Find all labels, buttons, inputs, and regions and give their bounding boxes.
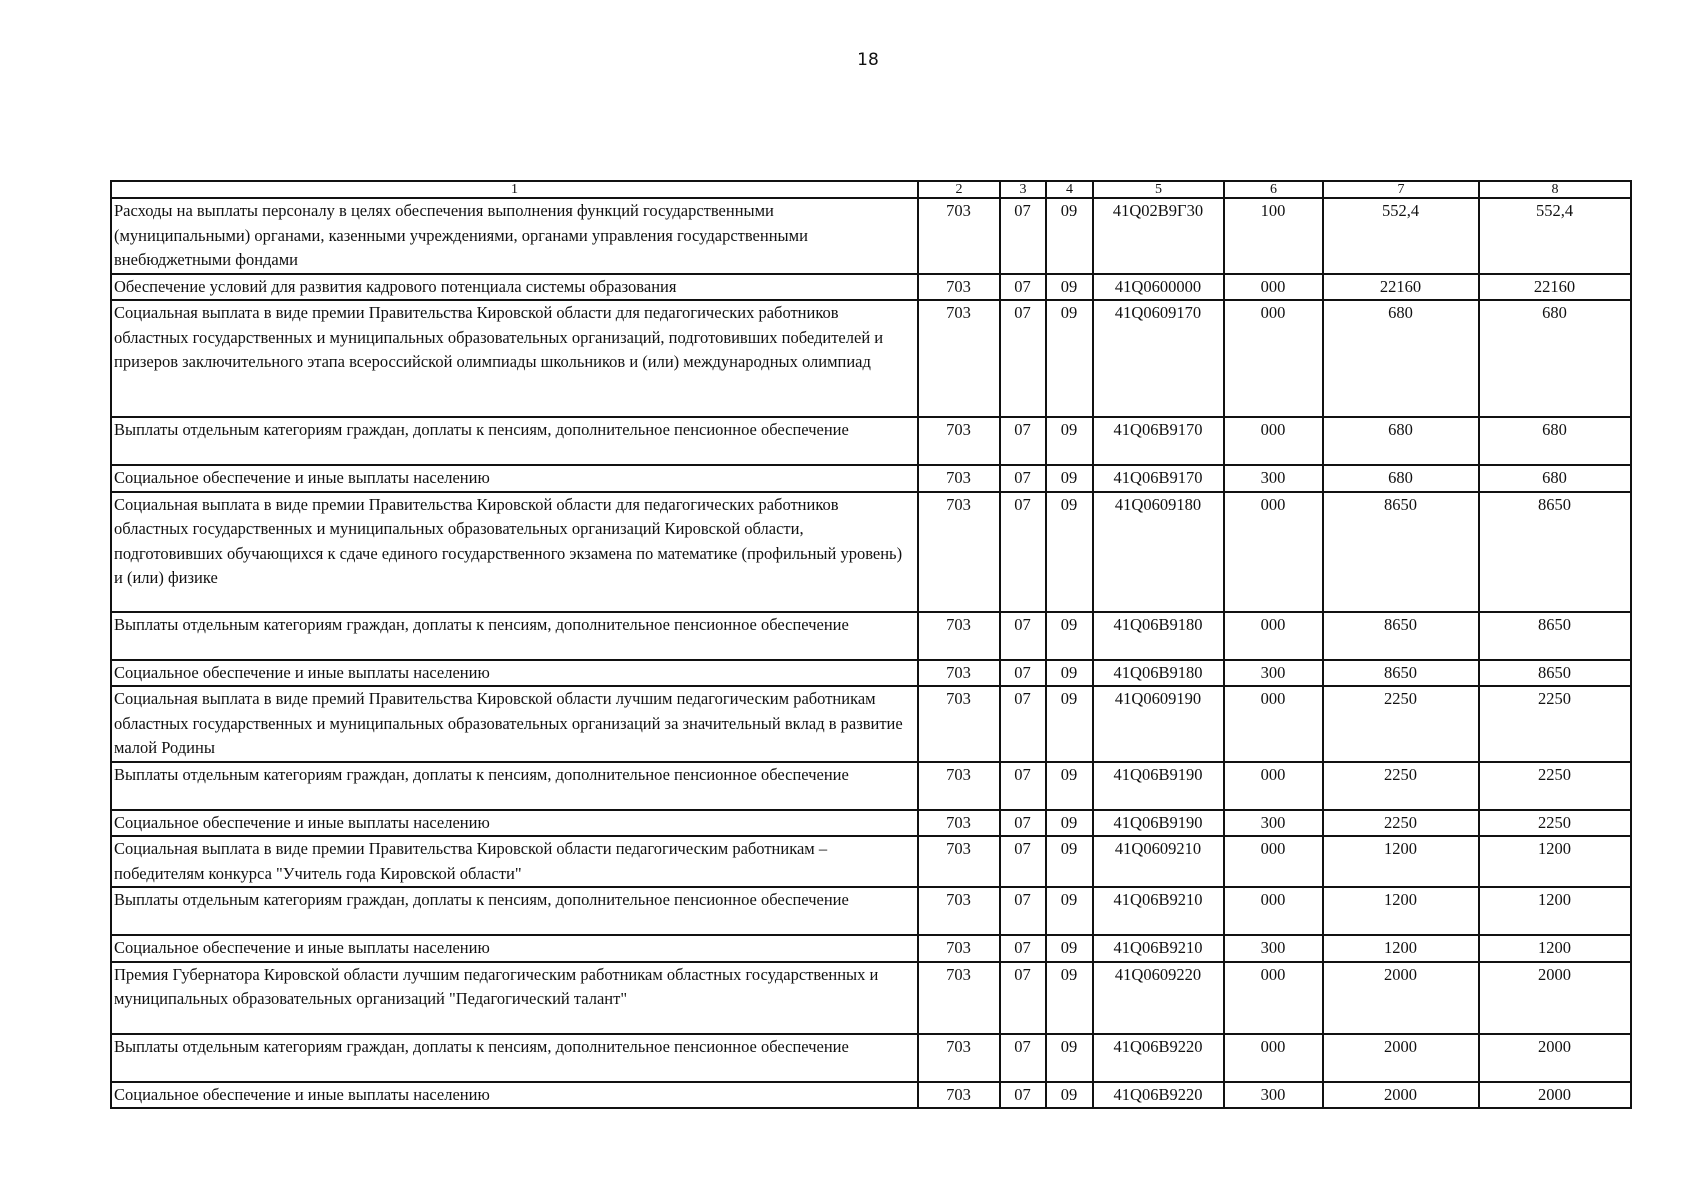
cell-amount-col8: 1200 [1479,887,1631,935]
row-description: Выплаты отдельным категориям граждан, доплаты к пенсиям, дополнительное пенсионное обеспечение [111,1034,918,1082]
column-header: 1 [111,181,918,198]
cell-section: 07 [1000,1034,1046,1082]
cell-expense-type: 000 [1224,887,1323,935]
cell-subsection: 09 [1046,1082,1093,1109]
row-description: Обеспечение условий для развития кадрового потенциала системы образования [111,274,918,301]
table-row [111,836,1631,887]
cell-target-article: 41Q06B9180 [1093,612,1224,660]
cell-target-article: 41Q06B9190 [1093,762,1224,810]
cell-target-article: 41Q0609170 [1093,300,1224,417]
cell-target-article: 41Q06B9170 [1093,465,1224,492]
column-header: 2 [918,181,1000,198]
cell-subsection: 09 [1046,1034,1093,1082]
cell-target-article: 41Q06B9220 [1093,1082,1224,1109]
cell-target-article: 41Q06B9180 [1093,660,1224,687]
row-description: Социальная выплата в виде премии Правительства Кировской области для педагогических работников областных государственных и муниципальных образовательных организаций, подготовивших победителей и призеров заключительного этапа всероссийской олимпиады школьников и (или) международных олимпиад [111,300,918,417]
cell-expense-type: 000 [1224,274,1323,301]
cell-section: 07 [1000,935,1046,962]
table-row [111,300,1631,417]
row-description: Социальная выплата в виде премии Правительства Кировской области для педагогических работников областных государственных и муниципальных образовательных организаций Кировской области, подготовивших обучающихся к сдаче единого государственного экзамена по математике (профильный уровень) и (или) физике [111,492,918,612]
table-row [111,1082,1631,1109]
cell-section: 07 [1000,762,1046,810]
cell-amount-col7: 2000 [1323,962,1479,1034]
cell-subsection: 09 [1046,198,1093,274]
cell-subsection: 09 [1046,417,1093,465]
cell-target-article: 41Q0609210 [1093,836,1224,887]
cell-expense-type: 000 [1224,417,1323,465]
table-row [111,762,1631,810]
cell-amount-col8: 680 [1479,300,1631,417]
cell-expense-type: 300 [1224,810,1323,837]
cell-section: 07 [1000,300,1046,417]
row-description: Выплаты отдельным категориям граждан, доплаты к пенсиям, дополнительное пенсионное обеспечение [111,762,918,810]
cell-expense-type: 000 [1224,1034,1323,1082]
row-description: Социальное обеспечение и иные выплаты населению [111,1082,918,1109]
table-row [111,417,1631,465]
cell-amount-col8: 2250 [1479,686,1631,762]
cell-amount-col7: 680 [1323,300,1479,417]
cell-ministry-code: 703 [918,810,1000,837]
cell-expense-type: 000 [1224,962,1323,1034]
cell-expense-type: 300 [1224,660,1323,687]
table-header-row [111,181,1631,198]
cell-amount-col8: 1200 [1479,836,1631,887]
cell-amount-col8: 8650 [1479,492,1631,612]
column-header: 8 [1479,181,1631,198]
cell-ministry-code: 703 [918,300,1000,417]
cell-amount-col7: 2000 [1323,1034,1479,1082]
cell-expense-type: 000 [1224,836,1323,887]
cell-expense-type: 000 [1224,612,1323,660]
cell-expense-type: 300 [1224,1082,1323,1109]
cell-expense-type: 000 [1224,492,1323,612]
row-description: Выплаты отдельным категориям граждан, доплаты к пенсиям, дополнительное пенсионное обеспечение [111,417,918,465]
cell-amount-col8: 22160 [1479,274,1631,301]
cell-amount-col7: 680 [1323,465,1479,492]
column-header: 6 [1224,181,1323,198]
cell-ministry-code: 703 [918,962,1000,1034]
cell-target-article: 41Q0609180 [1093,492,1224,612]
cell-section: 07 [1000,810,1046,837]
page-number: 18 [857,50,879,70]
row-description: Социальная выплата в виде премий Правительства Кировской области лучшим педагогическим работникам областных государственных и муниципальных образовательных организаций за значительный вклад в развитие малой Родины [111,686,918,762]
cell-amount-col7: 22160 [1323,274,1479,301]
cell-amount-col7: 552,4 [1323,198,1479,274]
cell-ministry-code: 703 [918,1082,1000,1109]
cell-ministry-code: 703 [918,417,1000,465]
cell-target-article: 41Q0609220 [1093,962,1224,1034]
table-row [111,935,1631,962]
table-row [111,465,1631,492]
cell-ministry-code: 703 [918,762,1000,810]
cell-amount-col8: 2250 [1479,810,1631,837]
cell-amount-col7: 1200 [1323,887,1479,935]
cell-amount-col7: 1200 [1323,836,1479,887]
table-row [111,612,1631,660]
cell-expense-type: 300 [1224,465,1323,492]
cell-target-article: 41Q0609190 [1093,686,1224,762]
cell-subsection: 09 [1046,465,1093,492]
cell-section: 07 [1000,686,1046,762]
cell-subsection: 09 [1046,612,1093,660]
cell-ministry-code: 703 [918,836,1000,887]
cell-expense-type: 100 [1224,198,1323,274]
cell-section: 07 [1000,465,1046,492]
cell-section: 07 [1000,612,1046,660]
cell-amount-col7: 8650 [1323,660,1479,687]
cell-amount-col7: 2250 [1323,810,1479,837]
cell-ministry-code: 703 [918,887,1000,935]
row-description: Социальная выплата в виде премии Правительства Кировской области педагогическим работникам – победителям конкурса "Учитель года Кировской области" [111,836,918,887]
cell-section: 07 [1000,836,1046,887]
column-header: 4 [1046,181,1093,198]
cell-section: 07 [1000,887,1046,935]
cell-amount-col7: 2250 [1323,686,1479,762]
cell-subsection: 09 [1046,836,1093,887]
cell-target-article: 41Q06B9170 [1093,417,1224,465]
cell-amount-col8: 1200 [1479,935,1631,962]
cell-amount-col7: 2250 [1323,762,1479,810]
budget-table [110,180,1632,1109]
cell-subsection: 09 [1046,887,1093,935]
cell-target-article: 41Q06B9210 [1093,887,1224,935]
cell-amount-col7: 8650 [1323,492,1479,612]
row-description: Социальное обеспечение и иные выплаты населению [111,465,918,492]
table-row [111,492,1631,612]
table-row [111,1034,1631,1082]
cell-ministry-code: 703 [918,1034,1000,1082]
cell-amount-col8: 2000 [1479,1034,1631,1082]
cell-amount-col8: 552,4 [1479,198,1631,274]
row-description: Социальное обеспечение и иные выплаты населению [111,810,918,837]
cell-expense-type: 000 [1224,686,1323,762]
cell-amount-col8: 8650 [1479,612,1631,660]
cell-target-article: 41Q0600000 [1093,274,1224,301]
cell-section: 07 [1000,1082,1046,1109]
row-description: Расходы на выплаты персоналу в целях обеспечения выполнения функций государственными (муниципальными) органами, казенными учреждениями, органами управления государственными внебюджетными фондами [111,198,918,274]
cell-section: 07 [1000,660,1046,687]
cell-amount-col7: 680 [1323,417,1479,465]
cell-section: 07 [1000,492,1046,612]
table-body [111,181,1631,1108]
row-description: Социальное обеспечение и иные выплаты населению [111,660,918,687]
table-row [111,274,1631,301]
column-header: 5 [1093,181,1224,198]
cell-amount-col8: 680 [1479,417,1631,465]
row-description: Выплаты отдельным категориям граждан, доплаты к пенсиям, дополнительное пенсионное обеспечение [111,612,918,660]
row-description: Премия Губернатора Кировской области лучшим педагогическим работникам областных государственных и муниципальных образовательных организаций "Педагогический талант" [111,962,918,1034]
cell-amount-col8: 2000 [1479,1082,1631,1109]
cell-subsection: 09 [1046,492,1093,612]
table-row [111,198,1631,274]
cell-subsection: 09 [1046,935,1093,962]
column-header: 3 [1000,181,1046,198]
cell-target-article: 41Q06B9190 [1093,810,1224,837]
cell-amount-col7: 1200 [1323,935,1479,962]
cell-ministry-code: 703 [918,492,1000,612]
cell-subsection: 09 [1046,274,1093,301]
cell-amount-col8: 2000 [1479,962,1631,1034]
cell-expense-type: 000 [1224,300,1323,417]
cell-subsection: 09 [1046,762,1093,810]
cell-amount-col8: 2250 [1479,762,1631,810]
cell-ministry-code: 703 [918,935,1000,962]
cell-ministry-code: 703 [918,465,1000,492]
cell-ministry-code: 703 [918,660,1000,687]
cell-amount-col8: 680 [1479,465,1631,492]
cell-amount-col7: 2000 [1323,1082,1479,1109]
cell-expense-type: 000 [1224,762,1323,810]
cell-subsection: 09 [1046,300,1093,417]
cell-subsection: 09 [1046,810,1093,837]
cell-section: 07 [1000,417,1046,465]
table-row [111,810,1631,837]
cell-subsection: 09 [1046,660,1093,687]
cell-ministry-code: 703 [918,274,1000,301]
table-row [111,962,1631,1034]
column-header: 7 [1323,181,1479,198]
cell-section: 07 [1000,274,1046,301]
cell-ministry-code: 703 [918,686,1000,762]
cell-subsection: 09 [1046,962,1093,1034]
cell-ministry-code: 703 [918,612,1000,660]
cell-subsection: 09 [1046,686,1093,762]
cell-target-article: 41Q06B9210 [1093,935,1224,962]
row-description: Социальное обеспечение и иные выплаты населению [111,935,918,962]
row-description: Выплаты отдельным категориям граждан, доплаты к пенсиям, дополнительное пенсионное обеспечение [111,887,918,935]
cell-section: 07 [1000,962,1046,1034]
cell-section: 07 [1000,198,1046,274]
cell-target-article: 41Q02B9Г30 [1093,198,1224,274]
table-row [111,887,1631,935]
cell-amount-col8: 8650 [1479,660,1631,687]
table-row [111,660,1631,687]
cell-ministry-code: 703 [918,198,1000,274]
cell-target-article: 41Q06B9220 [1093,1034,1224,1082]
cell-amount-col7: 8650 [1323,612,1479,660]
table-row [111,686,1631,762]
cell-expense-type: 300 [1224,935,1323,962]
